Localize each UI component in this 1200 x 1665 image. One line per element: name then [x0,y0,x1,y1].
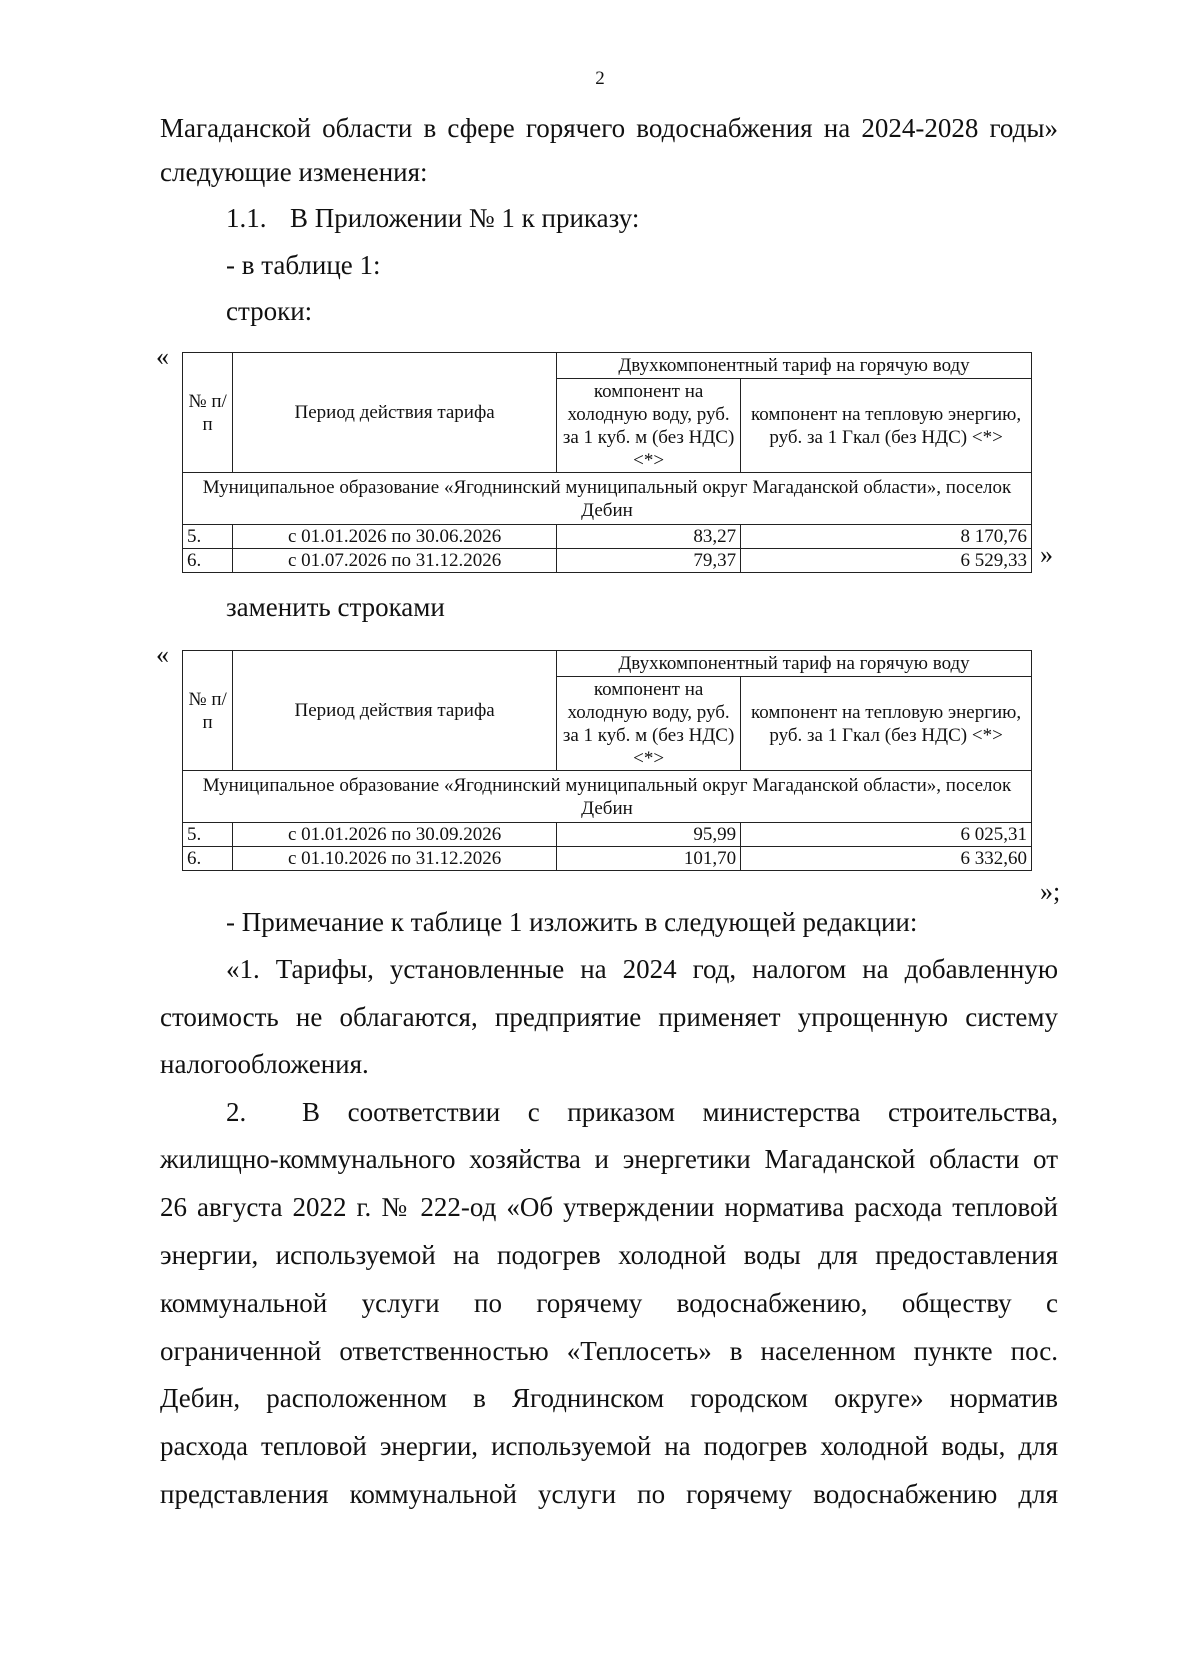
header-heat-component: компонент на тепловую энергию, руб. за 1 Гкал (без НДС) <*> [741,677,1032,771]
rows-label: строки: [226,296,313,326]
replace-label: заменить строками [226,592,445,622]
open-quote-new: « [156,640,169,669]
row-cold-value: 95,99 [557,823,741,847]
note-intro: - Примечание к таблице 1 изложить в следующей редакции: [226,907,918,937]
page-number: 2 [595,68,605,89]
header-num: № п/п [183,651,233,771]
section-2-number: 2. [226,1097,247,1127]
row-num: 5. [183,525,233,549]
intro-line-1: Магаданской области в сфере горячего водоснабжения на 2024-2028 годы» [160,113,1058,143]
header-cold-component: компонент на холодную воду, руб. за 1 куб. м (без НДС) <*> [557,379,741,473]
table-new-rows [182,650,1032,871]
in-table-label: - в таблице 1: [226,250,381,280]
header-cold-component: компонент на холодную воду, руб. за 1 куб. м (без НДС) <*> [557,677,741,771]
close-quote-new: »; [1040,877,1061,906]
item-1-1-text: В Приложении № 1 к приказу: [290,203,640,233]
row-period: с 01.01.2026 по 30.09.2026 [233,823,557,847]
municipality-row: Муниципальное образование «Ягоднинский муниципальный округ Магаданской области», поселок Дебин [183,771,1032,823]
row-heat-value: 8 170,76 [741,525,1032,549]
section-2-line-6: ограниченной ответственностью «Теплосеть» в населенном пункте пос. [160,1336,1058,1366]
section-2-line-3: 26 августа 2022 г. № 222-од «Об утверждении норматива расхода тепловой [160,1192,1058,1222]
row-num: 6. [183,847,233,871]
row-period: с 01.10.2026 по 31.12.2026 [233,847,557,871]
row-num: 5. [183,823,233,847]
close-quote-old: » [1040,540,1053,569]
section-2-line-8: расхода тепловой энергии, используемой на подогрев холодной воды, для [160,1431,1058,1461]
row-cold-value: 83,27 [557,525,741,549]
note-line-3: налогообложения. [160,1049,369,1079]
row-heat-value: 6 332,60 [741,847,1032,871]
row-heat-value: 6 025,31 [741,823,1032,847]
note-line-1: «1. Тарифы, установленные на 2024 год, налогом на добавленную [226,954,1058,984]
row-period: с 01.01.2026 по 30.06.2026 [233,525,557,549]
section-2-line-4: энергии, используемой на подогрев холодной воды для предоставления [160,1240,1058,1270]
municipality-row: Муниципальное образование «Ягоднинский муниципальный округ Магаданской области», поселок Дебин [183,473,1032,525]
header-group: Двухкомпонентный тариф на горячую воду [557,651,1032,677]
intro-line-2: следующие изменения: [160,157,428,187]
header-period: Период действия тарифа [233,651,557,771]
section-2-line-9: представления коммунальной услуги по горячему водоснабжению для [160,1479,1058,1509]
note-line-2: стоимость не облагаются, предприятие применяет упрощенную систему [160,1002,1058,1032]
section-2-line-2: жилищно-коммунального хозяйства и энергетики Магаданской области от [160,1144,1058,1174]
table-row [183,823,1032,847]
table-row [183,549,1032,573]
header-num: № п/п [183,353,233,473]
section-2-line-5: коммунальной услуги по горячему водоснабжению, обществу с [160,1288,1058,1318]
header-period: Период действия тарифа [233,353,557,473]
open-quote-old: « [156,342,169,371]
table-row [183,525,1032,549]
section-2-line-1: В соответствии с приказом министерства строительства, [302,1097,1058,1127]
header-group: Двухкомпонентный тариф на горячую воду [557,353,1032,379]
row-heat-value: 6 529,33 [741,549,1032,573]
row-num: 6. [183,549,233,573]
row-period: с 01.07.2026 по 31.12.2026 [233,549,557,573]
section-2-line-7: Дебин, расположенном в Ягоднинском городском округе» норматив [160,1383,1058,1413]
row-cold-value: 79,37 [557,549,741,573]
table-old-rows [182,352,1032,573]
header-heat-component: компонент на тепловую энергию, руб. за 1 Гкал (без НДС) <*> [741,379,1032,473]
item-1-1-number: 1.1. [226,203,267,233]
row-cold-value: 101,70 [557,847,741,871]
table-row [183,847,1032,871]
